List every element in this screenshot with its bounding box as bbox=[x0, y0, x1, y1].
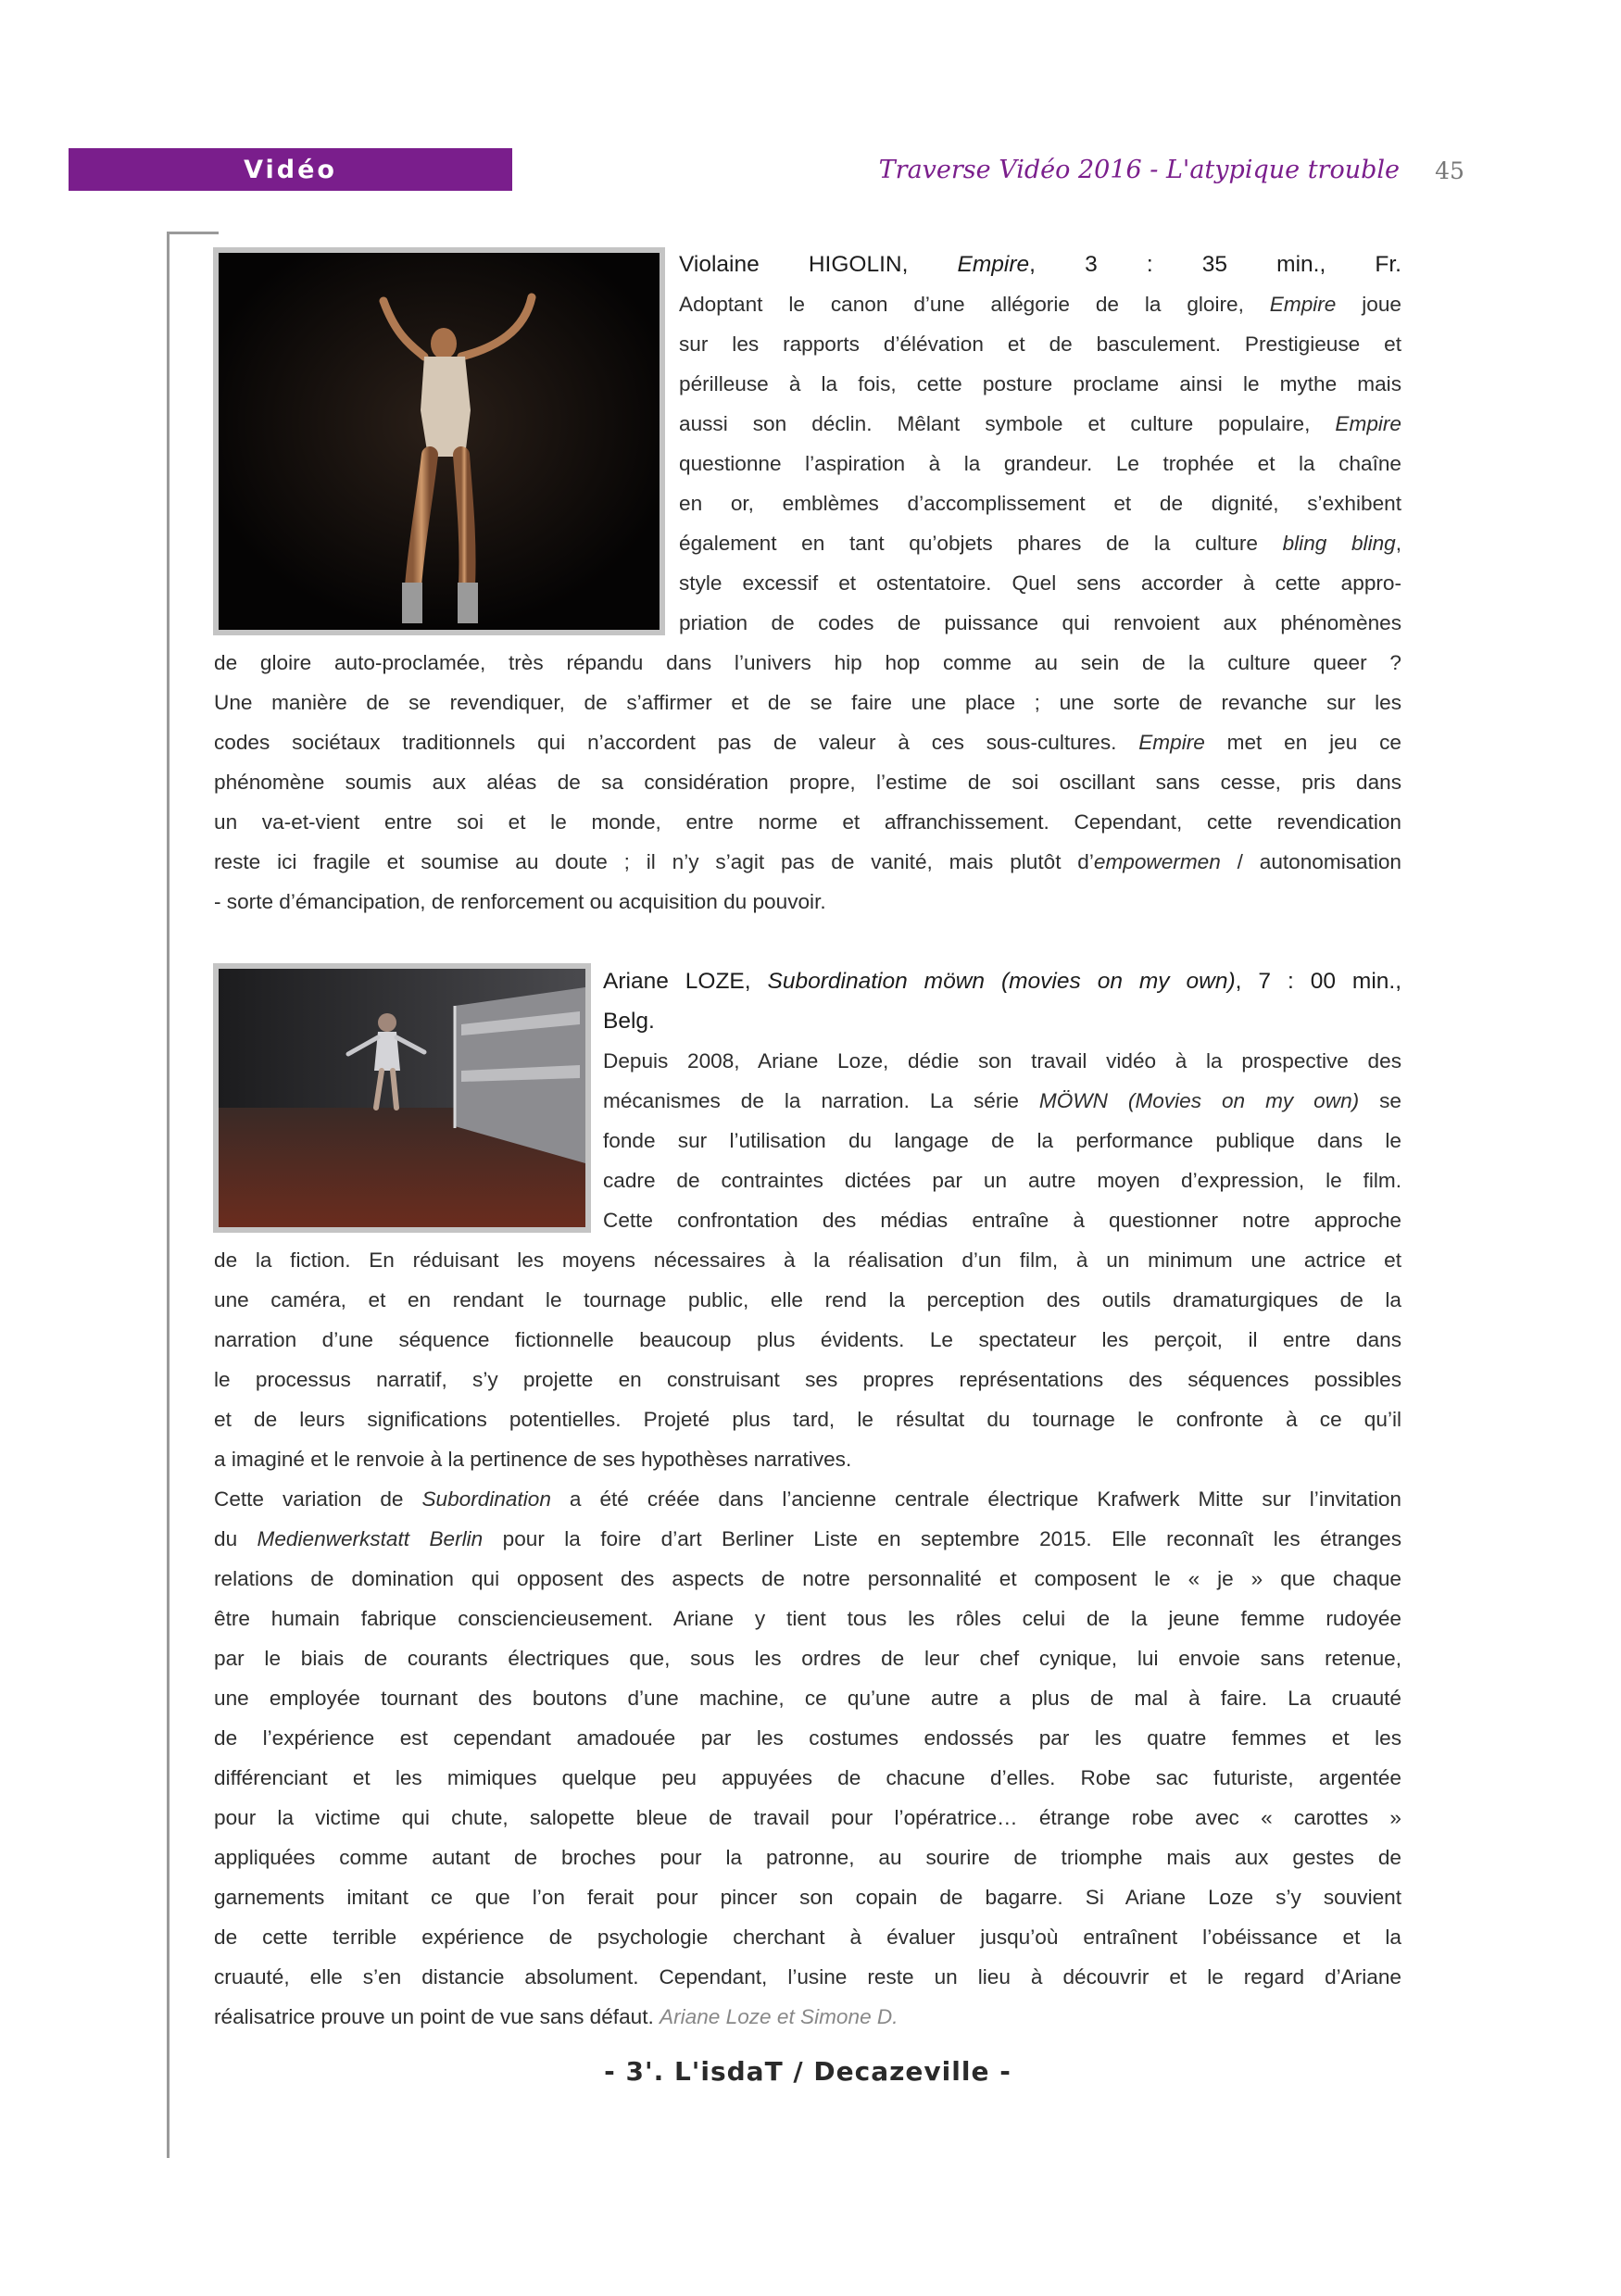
text-line: Une manière de se revendiquer, de s’affirmer et de se faire une place ; une sorte de revanche sur les bbox=[214, 691, 1401, 714]
performer-photo bbox=[213, 963, 591, 1233]
dancer-photo bbox=[213, 247, 665, 635]
entry1-text-full-width bbox=[214, 643, 1401, 922]
text-line: priation de codes de puissance qui renvoient aux phénomènes bbox=[679, 611, 1401, 634]
text-line: différenciant et les mimiques quelque peu appuyées de chacune d’elles. Robe sac futuriste, argentée bbox=[214, 1766, 1401, 1789]
entry2-text-beside-photo bbox=[603, 961, 1401, 1240]
section-footer-title: - 3'. L'isdaT / Decazeville - bbox=[604, 2056, 1012, 2087]
text-line: mécanismes de la narration. La série MÖWN (Movies on my own) se bbox=[603, 1089, 1401, 1112]
frame-rule-horizontal bbox=[167, 232, 219, 234]
text-line: Cette confrontation des médias entraîne à questionner notre approche bbox=[603, 1209, 1401, 1232]
text-line: - sorte d’émancipation, de renforcement ou acquisition du pouvoir. bbox=[214, 890, 826, 913]
text-line: garnements imitant ce que l’on ferait pour pincer son copain de bagarre. Si Ariane Loze s’y souvient bbox=[214, 1886, 1401, 1909]
text-line: le processus narratif, s’y projette en construisant ses propres représentations des séquences possibles bbox=[214, 1368, 1401, 1391]
page-number: 45 bbox=[1435, 157, 1464, 184]
text-line: style excessif et ostentatoire. Quel sens accorder à cette appro- bbox=[679, 571, 1401, 595]
text-line: Depuis 2008, Ariane Loze, dédie son travail vidéo à la prospective des bbox=[603, 1049, 1401, 1073]
text-line: cruauté, elle s’en distancie absolument. Cependant, l’usine reste un lieu à découvrir et le regard d’Ariane bbox=[214, 1965, 1401, 1989]
running-title: Traverse Vidéo 2016 - L'atypique trouble bbox=[878, 156, 1400, 184]
text-line: appliquées comme autant de broches pour la patronne, au sourire de triomphe mais aux gestes de bbox=[214, 1846, 1401, 1869]
text-line: du Medienwerkstatt Berlin pour la foire d’art Berliner Liste en septembre 2015. Elle reconnaît les étranges bbox=[214, 1527, 1401, 1550]
text-line: a imaginé et le renvoie à la pertinence de ses hypothèses narratives. bbox=[214, 1448, 852, 1471]
text-line: une caméra, et en rendant le tournage public, elle rend la perception des outils dramaturgiques de la bbox=[214, 1288, 1401, 1311]
author-credit: Ariane Loze et Simone D. bbox=[660, 2005, 898, 2028]
text-line: également en tant qu’objets phares de la culture bling bling, bbox=[679, 532, 1401, 555]
text-line: Cette variation de Subordination a été créée dans l’ancienne centrale électrique Krafwerk Mitte sur l’invitation bbox=[214, 1487, 1401, 1511]
text-line: de cette terrible expérience de psychologie cherchant à évaluer jusqu’où entraînent l’obéissance et la bbox=[214, 1926, 1401, 1949]
text-line: par le biais de courants électriques que, sous les ordres de leur chef cynique, lui envoie sans retenue, bbox=[214, 1647, 1401, 1670]
text-line: phénomène soumis aux aléas de sa considération propre, l’estime de soi oscillant sans cesse, pris dans bbox=[214, 771, 1401, 794]
entry2-heading: Ariane LOZE, Subordination möwn (movies on my own), 7 : 00 min., bbox=[603, 969, 1402, 994]
text-line: être humain fabrique consciencieusement. Ariane y tient tous les rôles celui de la jeune femme rudoyée bbox=[214, 1607, 1401, 1630]
entry1-heading: Violaine HIGOLIN, Empire, 3 : 35 min., Fr. bbox=[679, 252, 1401, 277]
text-line: narration d’une séquence fictionnelle beaucoup plus évidents. Le spectateur les perçoit, il entre dans bbox=[214, 1328, 1401, 1351]
entry2-text-full-width bbox=[214, 1240, 1401, 2037]
frame-rule-vertical bbox=[167, 232, 170, 2158]
text-line: et de leurs significations potentielles. Projeté plus tard, le résultat du tournage le confronte à ce qu’il bbox=[214, 1408, 1401, 1431]
text-line: pour la victime qui chute, salopette bleue de travail pour l’opératrice… étrange robe avec « carottes » bbox=[214, 1806, 1401, 1829]
text-line: codes sociétaux traditionnels qui n’accordent pas de valeur à ces sous-cultures. Empire met en jeu ce bbox=[214, 731, 1401, 754]
text-line: un va-et-vient entre soi et le monde, entre norme et affranchissement. Cependant, cette revendication bbox=[214, 810, 1401, 834]
text-line: de la fiction. En réduisant les moyens nécessaires à la réalisation d’un film, à un minimum une actrice et bbox=[214, 1248, 1401, 1272]
text-line: réalisatrice prouve un point de vue sans défaut. Ariane Loze et Simone D. bbox=[214, 2005, 898, 2028]
text-line: Adoptant le canon d’une allégorie de la gloire, Empire joue bbox=[679, 293, 1401, 316]
text-line: aussi son déclin. Mêlant symbole et culture populaire, Empire bbox=[679, 412, 1401, 435]
text-line: cadre de contraintes dictées par un autre moyen d’expression, le film. bbox=[603, 1169, 1401, 1192]
text-line: de l’expérience est cependant amadouée par les costumes endossés par les quatre femmes et les bbox=[214, 1726, 1401, 1750]
text-line: périlleuse à la fois, cette posture proclame ainsi le mythe mais bbox=[679, 372, 1401, 395]
text-line: relations de domination qui opposent des aspects de notre personnalité et composent le « je » que chaque bbox=[214, 1567, 1401, 1590]
entry2-heading-country: Belg. bbox=[603, 1009, 655, 1034]
text-line: fonde sur l’utilisation du langage de la performance publique dans le bbox=[603, 1129, 1401, 1152]
text-line: en or, emblèmes d’accomplissement et de dignité, s’exhibent bbox=[679, 492, 1401, 515]
text-line: une employée tournant des boutons d’une machine, ce qu’une autre a plus de mal à faire. La cruauté bbox=[214, 1687, 1401, 1710]
text-line: de gloire auto-proclamée, très répandu dans l’univers hip hop comme au sein de la culture queer ? bbox=[214, 651, 1401, 674]
text-line: sur les rapports d’élévation et de basculement. Prestigieuse et bbox=[679, 332, 1401, 356]
section-label: Vidéo bbox=[69, 148, 512, 191]
text-line: questionne l’aspiration à la grandeur. Le trophée et la chaîne bbox=[679, 452, 1401, 475]
text-line: reste ici fragile et soumise au doute ; il n’y s’agit pas de vanité, mais plutôt d’empowermen / autonomisation bbox=[214, 850, 1402, 873]
entry1-text-beside-photo bbox=[679, 245, 1401, 643]
